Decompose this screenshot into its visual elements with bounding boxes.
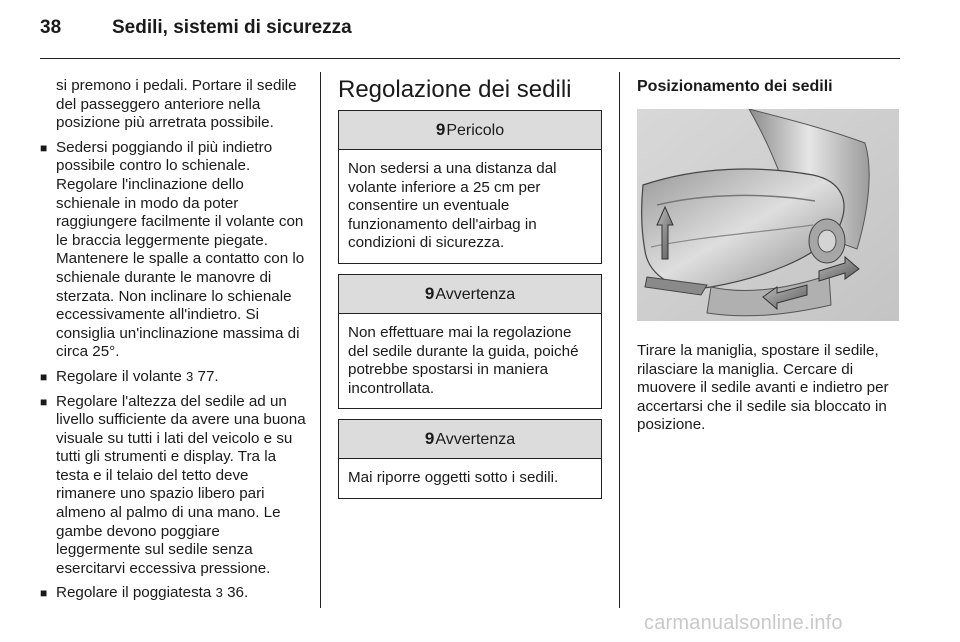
- header-rule: [40, 58, 900, 59]
- column-divider-left: [320, 72, 321, 608]
- intro-paragraph: si premono i pedali. Portare il sedile del passeggero anteriore nella posizione più arretrata possibile.: [56, 77, 297, 132]
- warning-triangle-icon: 9: [424, 283, 435, 303]
- bullet-icon: ■: [40, 369, 48, 384]
- watermark: carmanualsonline.info: [644, 612, 843, 634]
- danger-box: [338, 110, 602, 264]
- section-title: Sedili, sistemi di sicurezza: [112, 17, 352, 38]
- page-reference[interactable]: 77.: [197, 367, 219, 385]
- subsection-heading: Posizionamento dei sedili: [637, 78, 833, 95]
- page-reference-icon: 3: [186, 368, 194, 384]
- list-item: ■ Regolare il volante 3 77.: [40, 367, 219, 385]
- page-reference-icon: 3: [215, 585, 223, 601]
- middle-column: [338, 76, 602, 499]
- caution-box-text: Non effettuare mai la regolazione del sedile durante la guida, poiché potrebbe spostarsi in maniera incontrollata.: [348, 323, 579, 397]
- seat-adjustment-illustration: [637, 109, 899, 321]
- warning-triangle-icon: 9: [424, 429, 435, 449]
- caution-box: [338, 419, 602, 499]
- right-column: [637, 76, 901, 435]
- caution-box-text: Mai riporre oggetti sotto i sedili.: [348, 469, 559, 487]
- page-number: 38: [40, 17, 62, 38]
- bullet-icon: ■: [40, 140, 48, 155]
- page-reference[interactable]: 36.: [227, 584, 249, 602]
- caution-box: [338, 274, 602, 409]
- page-header: [40, 17, 352, 39]
- list-item: ■ Regolare l'altezza del sedile ad un livello sufficiente da avere una buona visuale su tutti i lati del veicolo e su tutti gli strumenti e display. Tra la testa e il telaio del tetto deve rimanere uno spazio libero pari almeno al palmo di una mano. Le gambe devono poggiare leggermente sul sedile senza esercitarvi eccessiva pressione.: [40, 392, 306, 577]
- caution-box-title: 9Avvertenza: [339, 420, 601, 459]
- caution-box-title: 9Avvertenza: [339, 275, 601, 314]
- danger-box-text: Non sedersi a una distanza dal volante inferiore a 25 cm per consentire un eventuale funzionamento dell'airbag in condizioni di sicurezza.: [348, 160, 557, 252]
- adjustment-steps-list: [40, 139, 306, 603]
- left-column: [40, 77, 306, 603]
- warning-triangle-icon: 9: [435, 120, 446, 139]
- bullet-icon: ■: [40, 586, 48, 601]
- column-divider-right: [619, 72, 620, 608]
- section-heading: Regolazione dei sedili: [338, 76, 572, 103]
- danger-box-title: 9Pericolo: [339, 111, 601, 150]
- list-item: ■ Sedersi poggiando il più indietro possibile contro lo schienale. Regolare l'inclinazione dello schienale in modo da poter raggiungere facilmente il volante con le braccia leggermente piegate. Mantenere le spalle a contatto con lo schienale durante le manovre di sterzata. Non inclinare lo schienale eccessivamente all'indietro. Si consiglia un'inclinazione massima di circa 25°.: [40, 138, 305, 361]
- bullet-icon: ■: [40, 394, 48, 409]
- subsection-text: Tirare la maniglia, spostare il sedile, rilasciare la maniglia. Cercare di muovere il sedile avanti e indietro per accertarsi che il sedile sia bloccato in posizione.: [637, 342, 889, 434]
- list-item: ■ Regolare il poggiatesta 3 36.: [40, 584, 249, 602]
